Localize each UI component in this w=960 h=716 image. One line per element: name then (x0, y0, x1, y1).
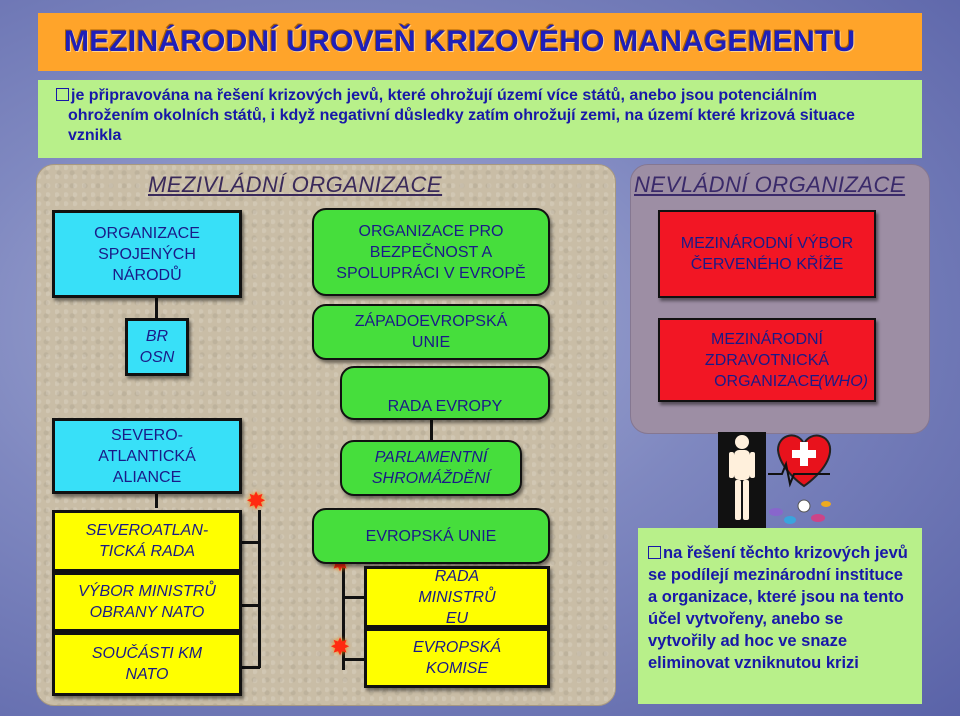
box-european-commission: EVROPSKÁ KOMISE (364, 628, 550, 688)
box-un: ORGANIZACE SPOJENÝCH NÁRODŮ (52, 210, 242, 298)
box-european-union: EVROPSKÁ UNIE (312, 508, 550, 564)
checkbox-bullet-icon (648, 546, 661, 559)
box-eu-council: RADA MINISTRŮ EU (364, 566, 550, 628)
box-defence-ministers: VÝBOR MINISTRŮ OBRANY NATO (52, 572, 242, 632)
header-nongovernmental: NEVLÁDNÍ ORGANIZACE (634, 172, 906, 197)
connector-nato-h1 (240, 541, 260, 544)
header-intergovernmental: MEZIVLÁDNÍ ORGANIZACE (148, 172, 443, 197)
connector-nato-h3 (240, 666, 260, 669)
intro-text (38, 80, 922, 158)
box-north-atlantic-council: SEVEROATLAN-TICKÁ RADA (52, 510, 242, 572)
connector-coe (430, 420, 433, 440)
connector-un (155, 298, 158, 320)
intro-line-1: je připravována na řešení krizových jevů, které ohrožují území více států, anebo jsou potenciálním (71, 87, 818, 104)
box-nato: SEVERO-ATLANTICKÁ ALIANCE (52, 418, 242, 494)
connector-nato-h2 (240, 604, 260, 607)
page-title: MEZINÁRODNÍ ÚROVEŇ KRIZOVÉHO MANAGEMENTU (38, 13, 922, 71)
note-box (638, 528, 922, 704)
box-icrc: MEZINÁRODNÍ VÝBOR ČERVENÉHO KŘÍŽE (658, 210, 876, 298)
checkbox-bullet-icon (56, 88, 69, 101)
box-parliamentary-assembly: PARLAMENTNÍ SHROMÁŽDĚNÍ (340, 440, 522, 496)
box-un-security-council: BR OSN (125, 318, 189, 376)
intro-line-2: ohrožením okolních států, i když negativní důsledky zatím ohrožují zemi, na území které krizová situace vznikla (68, 107, 855, 144)
health-illustration (718, 428, 838, 528)
who-abbr: (WHO) (818, 373, 868, 390)
box-osce: ORGANIZACE PRO BEZPEČNOST A SPOLUPRÁCI V EVROPĚ (312, 208, 550, 296)
burst-icon: ✸ (330, 634, 351, 661)
box-nato-crisis-components: SOUČÁSTI KM NATO (52, 632, 242, 696)
burst-icon: ✸ (246, 488, 267, 515)
note-text: na řešení těchto krizových jevů se podílejí mezinárodní instituce a organizace, které jsou na tento účel vytvořeny, anebo se vytvořily ad hoc ve snaze eliminovat vzniknutou krizi (648, 544, 908, 672)
box-weu: ZÁPADOEVROPSKÁ UNIE (312, 304, 550, 360)
connector-nato-side (258, 510, 261, 668)
connector-eu-h1 (342, 596, 364, 599)
box-council-of-europe: RADA EVROPY (340, 366, 550, 420)
connector-nato (155, 494, 158, 508)
box-who: MEZINÁRODNÍ ZDRAVOTNICKÁ ORGANIZACE (WHO) (658, 318, 876, 402)
